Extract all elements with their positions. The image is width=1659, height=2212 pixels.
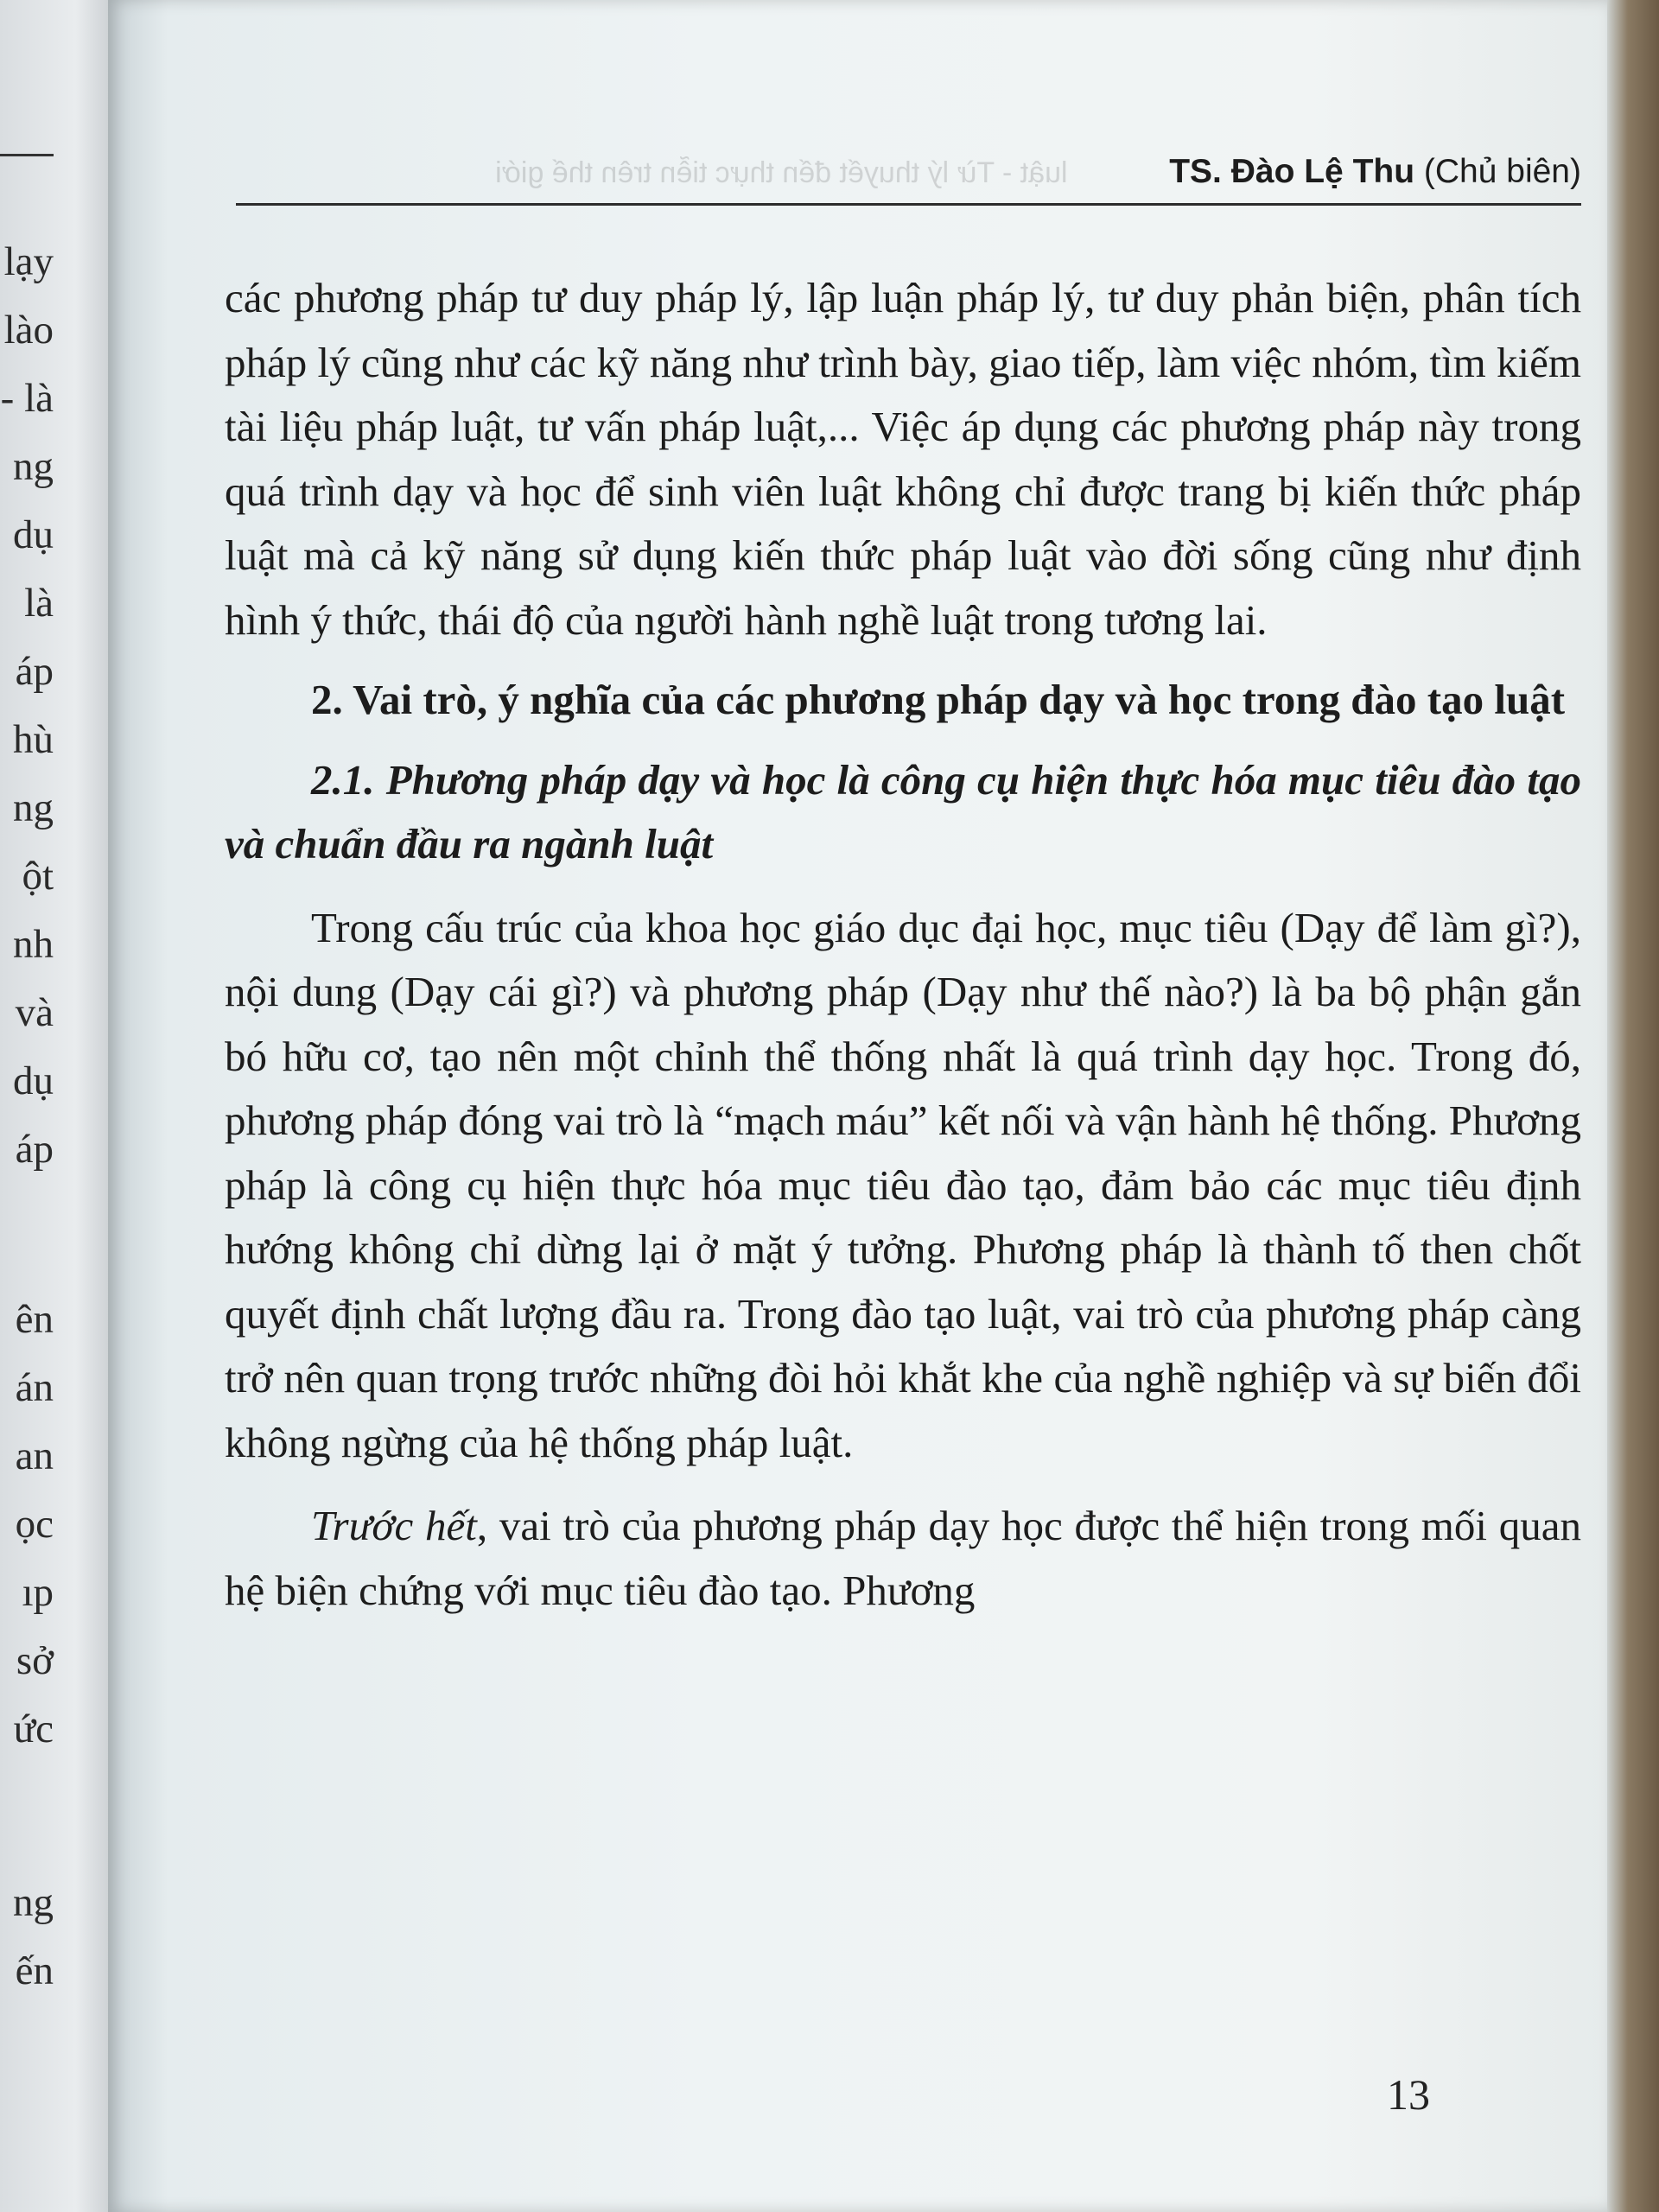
- running-header: [236, 151, 1581, 206]
- page-body: [225, 266, 1581, 1623]
- left-page-fragment: ến: [15, 1948, 54, 1993]
- book-page: [108, 0, 1607, 2212]
- subsection-heading: 2.1. Phương pháp dạy và học là công cụ hiện thực hóa mục tiêu đào tạo và chuẩn đầu ra ngành luật: [225, 755, 1581, 868]
- author-role: (Chủ biên): [1414, 153, 1581, 190]
- left-page-fragment: ột: [22, 854, 54, 899]
- left-page-fragment: ng: [13, 1880, 54, 1925]
- author-name: TS. Đào Lệ Thu: [1169, 153, 1415, 190]
- left-page-fragment: ọc: [15, 1502, 54, 1547]
- paragraph-text: , vai trò của phương pháp dạy học được thể hiện trong mối quan hệ biện chứng với mục tiêu đào tạo. Phương: [225, 1502, 1581, 1614]
- left-page-fragment: áp: [15, 1127, 54, 1172]
- left-page-fragment: áp: [15, 649, 54, 694]
- left-page-fragment: sở: [16, 1638, 54, 1683]
- italic-lead: Trước hết: [311, 1502, 477, 1549]
- header-show-through-text: luật - Từ lý thuyết đến thực tiễn trên thế giới: [495, 156, 1068, 189]
- left-page-fragment: hù: [13, 717, 54, 762]
- header-author: [1169, 153, 1581, 191]
- left-page-fragment: ên: [15, 1297, 54, 1342]
- left-page-fragment: - là: [0, 376, 54, 421]
- left-page-fragment: án: [15, 1365, 54, 1410]
- left-page-fragment: và: [15, 990, 54, 1035]
- left-page-fragment: ng: [13, 785, 54, 830]
- left-page-fragment: dụ: [13, 512, 54, 557]
- body-paragraph: các phương pháp tư duy pháp lý, lập luận pháp lý, tư duy phản biện, phân tích pháp lý cũng như các kỹ năng như trình bày, giao tiếp, làm việc nhóm, tìm kiếm tài liệu pháp luật, tư vấn pháp luật,... Việc áp dụng các phương pháp này trong quá trình dạy và học để sinh viên luật không chỉ được trang bị kiến thức pháp luật mà cả kỹ năng sử dụng kiến thức pháp luật vào đời sống cũng như định hình ý thức, thái độ của người hành nghề luật trong tương lai.: [225, 274, 1581, 644]
- left-page-fragment: lạy: [3, 239, 54, 284]
- book-edge: [1607, 0, 1659, 2212]
- left-page-fragment: ức: [13, 1707, 54, 1751]
- left-page-fragment: nh: [13, 922, 54, 967]
- left-page-fragment: là: [24, 581, 54, 626]
- left-page-fragment: ng: [13, 444, 54, 489]
- page-number: 13: [1387, 2070, 1430, 2119]
- left-page-fragment: ıp: [22, 1570, 54, 1615]
- left-page-fragment: lào: [3, 308, 54, 353]
- left-page-fragment: an: [15, 1433, 54, 1478]
- left-page-fragment: dụ: [13, 1058, 54, 1103]
- body-paragraph: [225, 1494, 1581, 1623]
- left-page-edge: [0, 0, 108, 2212]
- left-page-header-rule: [0, 154, 54, 156]
- body-paragraph: Trong cấu trúc của khoa học giáo dục đại học, mục tiêu (Dạy để làm gì?), nội dung (Dạy cái gì?) và phương pháp (Dạy như thế nào?) là ba bộ phận gắn bó hữu cơ, tạo nên một chỉnh thể thống nhất là quá trình dạy học. Trong đó, phương pháp đóng vai trò là “mạch máu” kết nối và vận hành hệ thống. Phương pháp là công cụ hiện thực hóa mục tiêu đào tạo, đảm bảo các mục tiêu định hướng không chỉ dừng lại ở mặt ý tưởng. Phương pháp là thành tố then chốt quyết định chất lượng đầu ra. Trong đào tạo luật, vai trò của phương pháp càng trở nên quan trọng trước những đòi hỏi khắt khe của nghề nghiệp và sự biến đổi không ngừng của hệ thống pháp luật.: [225, 903, 1581, 1466]
- section-heading: 2. Vai trò, ý nghĩa của các phương pháp dạy và học trong đào tạo luật: [311, 676, 1566, 723]
